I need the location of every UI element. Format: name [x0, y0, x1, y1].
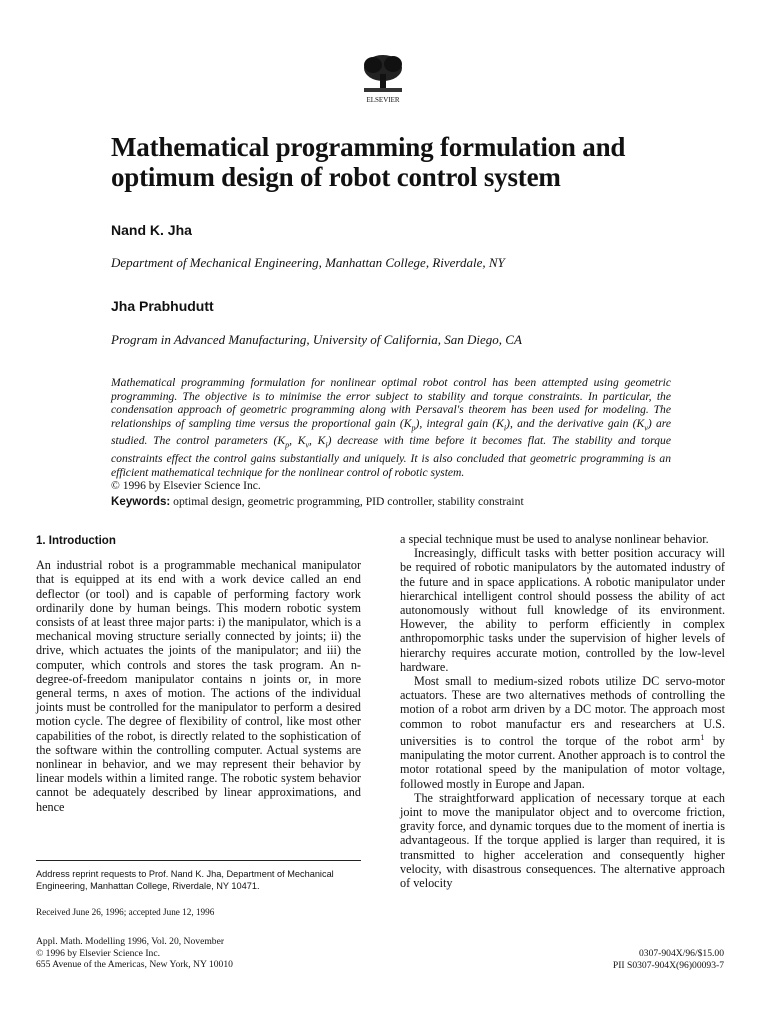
- paragraph: An industrial robot is a programmable mechanical manipulator that is equipped at its end with a work device called an end deflector (or tool) and is capable of performing factory work ordinarily done by human beings. This modern robotic system consists of at least three major parts: i) the manipulator, which is a mechanical moving structure serially connected by joints; ii) the drive, which actuates the joints of the manipulator; and iii) the computer, which controls and stores the task program. An n-degree-of-freedom manipulator contains n joints or, in more general terms, n axes of motion. The actions of the individual joints must be controlled for the manipulator to perform a desired motion cycle. The degree of flexibility of control, like most other capabilities of the robot, is directly related to the sophistication of the software within the controlling computer. Actual systems are nonlinear in behavior, and we may represent their behavior by linear models within a limited range. The robotic system behavior cannot be adequately described by linear approximations, and hence: [36, 558, 361, 814]
- keywords: [111, 495, 524, 508]
- title-line-1: Mathematical programming formulation and: [111, 132, 626, 162]
- publisher-copyright: © 1996 by Elsevier Science Inc.: [36, 947, 160, 959]
- svg-text:ELSEVIER: ELSEVIER: [366, 96, 400, 104]
- author-2-affiliation: Program in Advanced Manufacturing, University of California, San Diego, CA: [111, 332, 522, 347]
- paragraph: The straightforward application of necessary torque at each joint to move the manipulator object and to overcome friction, gravity force, and dynamic torques due to the moment of inertia is advantageous. If the torque applied is larger than required, it is transmitted to higher acceleration and consequently higher velocity, with disastrous consequences. The alternative approach of velocity: [400, 790, 725, 890]
- publication-ids: [480, 948, 724, 971]
- paper-title: [111, 132, 711, 192]
- abstract-copyright: © 1996 by Elsevier Science Inc.: [111, 479, 261, 493]
- elsevier-logo: [356, 50, 410, 104]
- keywords-text: optimal design, geometric programming, PID controller, stability constraint: [170, 495, 524, 508]
- publisher-address: 655 Avenue of the Americas, New York, NY 10010: [36, 959, 233, 970]
- abstract: Mathematical programming formulation for nonlinear optimal robot control has been attempted using geometric programming. The objective is to minimise the error subject to stability and torque constraints. In particular, the condensation approach of geometric programming along with Persaval's theorem has been used for modeling. The relationships of sampling time versus the proportional gain $(K_p)$, integral gain $(K_i)$, and the derivative gain $(K_v)$ are studied. The control parameters ($K_p$, $K_v$, $K_i$) decrease with time before it becomes flat. The stability and torque constraints effect the control gains substantially and uniquely. It is also concluded that geometric programming is an efficient mathematical technique for the nonlinear control of robotic system. © 1996 by Elsevier Science Inc.: [111, 376, 671, 493]
- issn-price: 0307-904X/96/$15.00: [638, 948, 724, 959]
- footnote-divider: [36, 860, 361, 861]
- received-date: Received June 26, 1996; accepted June 12, 1996: [36, 907, 215, 917]
- author-2-name: Jha Prabhudutt: [111, 298, 214, 314]
- author-1-name: Nand K. Jha: [111, 222, 192, 238]
- reprint-footnote: Address reprint requests to Prof. Nand K. Jha, Department of Mechanical Engineering, Manhattan College, Riverdale, NY 10471.: [36, 869, 334, 891]
- right-column: [400, 532, 725, 890]
- title-line-2: optimum design of robot control system: [111, 162, 561, 192]
- pii: PII S0307-904X(96)00093-7: [612, 959, 724, 971]
- section-heading: 1. Introduction: [36, 535, 116, 547]
- paragraph: a special technique must be used to analyse nonlinear behavior.: [400, 532, 709, 546]
- publication-info: [36, 936, 233, 971]
- keywords-label: Keywords:: [111, 495, 171, 508]
- journal-citation: Appl. Math. Modelling 1996, Vol. 20, November: [36, 936, 225, 947]
- author-1-affiliation: Department of Mechanical Engineering, Manhattan College, Riverdale, NY: [111, 255, 505, 270]
- paragraph: Increasingly, difficult tasks with better position accuracy will be required of robotic manipulators by the automated industry of the future and in space applications. A robotic manipulator under hierarchical intelligent control should possess the ability of act autonomously without full knowledge of its environment. However, the ability to perform efficiently in complex anthropomorphic tasks under the supervision of higher levels of hierarchy requires accurate motion, controlled by the low-level hardware.: [400, 546, 725, 674]
- left-column: [36, 532, 361, 814]
- paragraph: Most small to medium-sized robots utilize DC servo-motor actuators. These are two alternatives methods of controlling the motion of a robot arm driven by a DC motor. The approach most common to robot manufactur ers and researchers at U.S. universities is to control the torque of the robot arm$^1$ by manipulating the motor current. Another approach is to control the motor rotational speed by the manipulation of motor voltage, followed mostly in Europe and Japan.: [400, 674, 726, 791]
